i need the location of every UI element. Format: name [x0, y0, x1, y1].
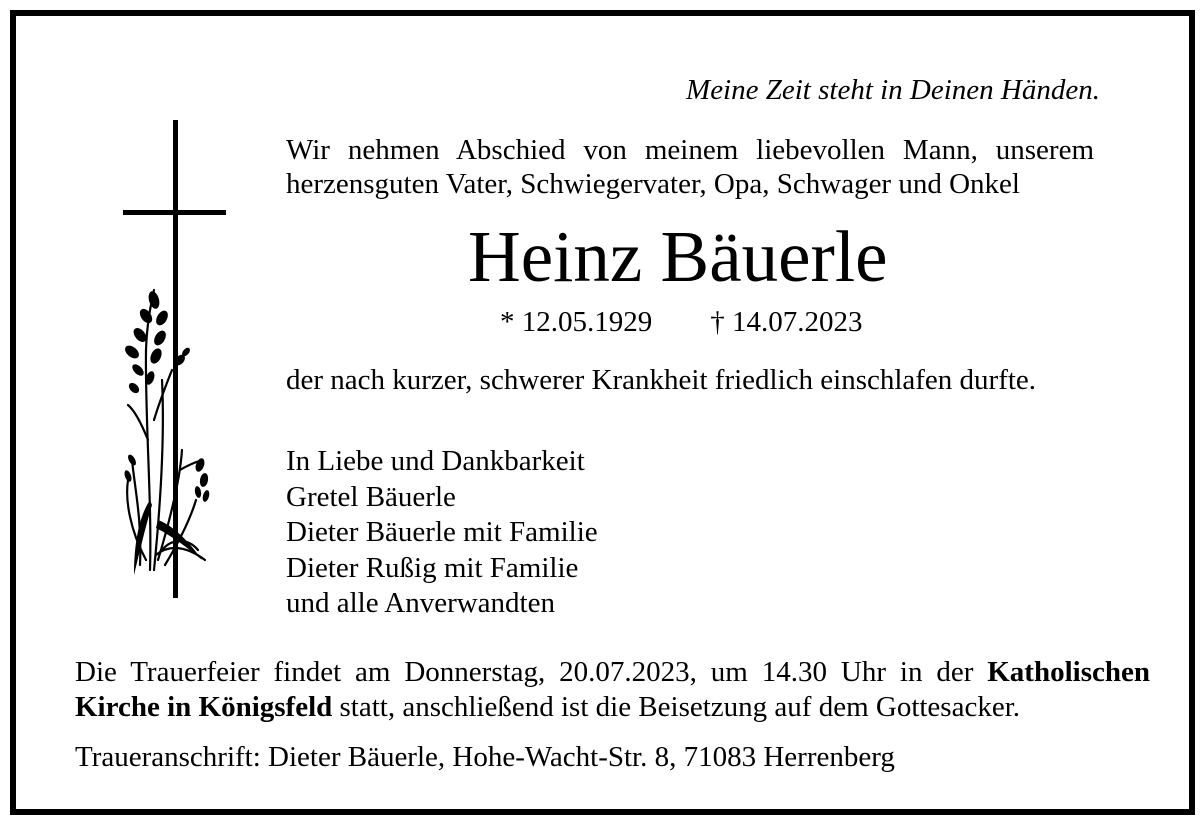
intro-line-2: herzensguten Vater, Schwiegervater, Opa, Schwager und Onkel	[286, 168, 1020, 200]
passed-line: der nach kurzer, schwerer Krankheit friedlich einschlafen durfte.	[286, 364, 1037, 396]
intro-text	[286, 133, 1106, 201]
motto: Meine Zeit steht in Deinen Händen.	[686, 74, 1100, 106]
mourner-line: und alle Anverwandten	[286, 587, 555, 619]
service-church-2: Kirche in Königsfeld	[75, 691, 333, 723]
mourning-address: Traueranschrift: Dieter Bäuerle, Hohe-Wacht-Str. 8, 71083 Herrenberg	[75, 741, 895, 773]
cross-with-grass-icon	[110, 120, 240, 600]
mourner-line: Dieter Bäuerle mit Familie	[286, 516, 598, 548]
mourner-line: Gretel Bäuerle	[286, 480, 456, 513]
life-dates	[500, 306, 863, 339]
mourner-line: In Liebe und Dankbarkeit	[286, 445, 585, 477]
intro-line-1: Wir nehmen Abschied von meinem liebevollen Mann, unserem	[286, 134, 1094, 166]
death-date: † 14.07.2023	[710, 306, 863, 338]
service-text-1: Die Trauerfeier findet am Donnerstag, 20.07.2023, um 14.30 Uhr in der	[75, 656, 974, 688]
mourner-line: Dieter Rußig mit Familie	[286, 551, 579, 584]
service-church-1: Katholischen	[987, 656, 1150, 688]
service-info	[75, 655, 1150, 725]
service-text-2: statt, anschließend ist die Beisetzung auf dem Gottesacker.	[339, 691, 1021, 723]
deceased-name: Heinz Bäuerle	[468, 216, 888, 297]
mourners-list	[286, 444, 598, 622]
birth-date: * 12.05.1929	[500, 306, 653, 338]
